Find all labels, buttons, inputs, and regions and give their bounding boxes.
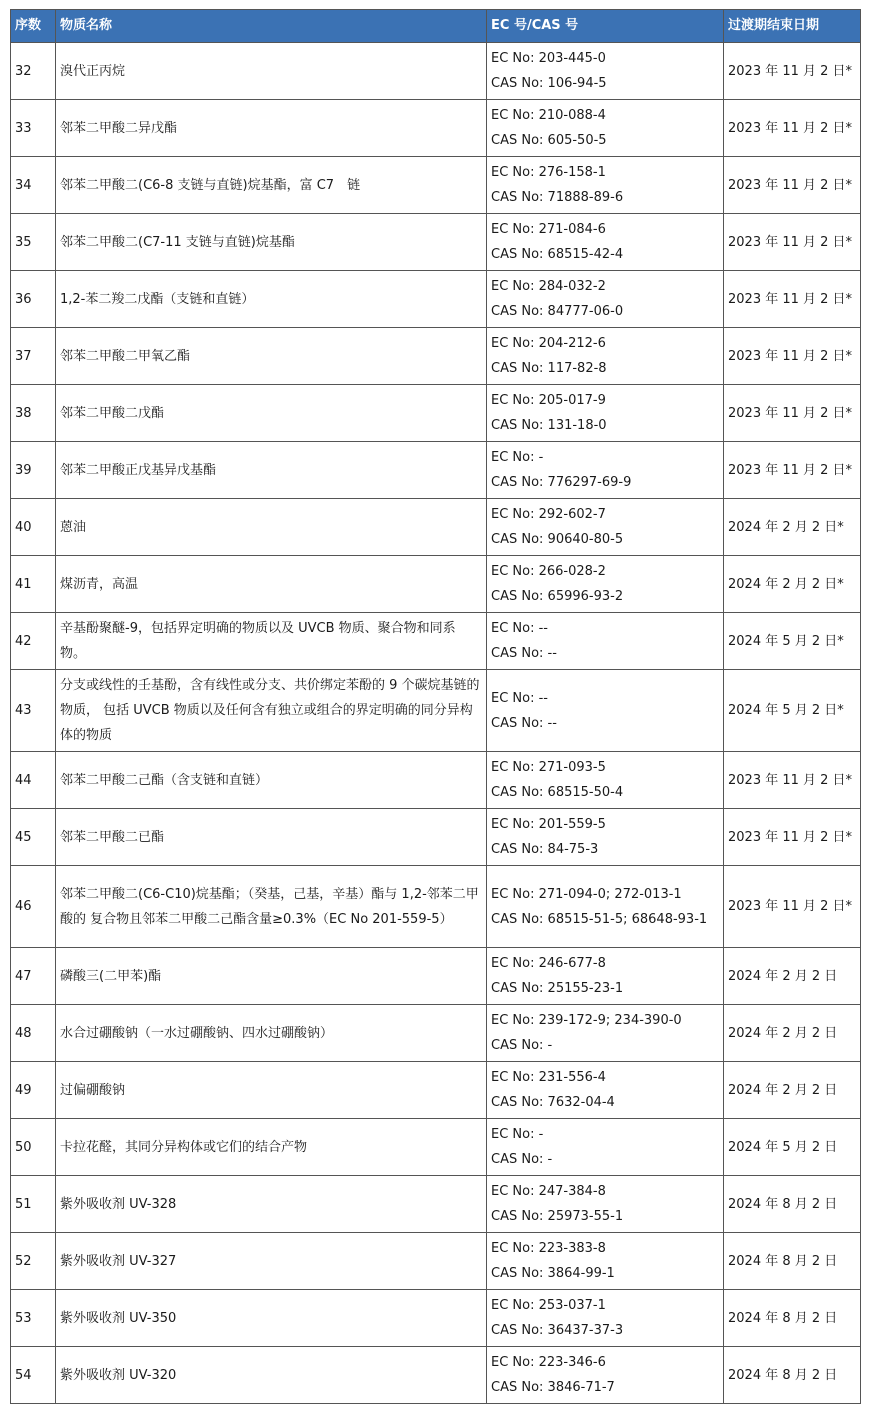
cas-number: CAS No: 84777-06-0: [491, 304, 624, 319]
cas-number: CAS No: --: [491, 715, 557, 731]
table-row: [11, 866, 861, 948]
ec-cas-cell: [487, 157, 724, 214]
table-row: [11, 1233, 861, 1290]
substance-name: 邻苯二甲酸二异戊酯: [56, 100, 487, 157]
row-number: 49: [11, 1062, 56, 1119]
header-name: 物质名称: [56, 10, 487, 43]
row-number: 51: [11, 1176, 56, 1233]
transition-end-date: 2023 年 11 月 2 日*: [724, 43, 861, 100]
transition-end-date: 2024 年 2 月 2 日: [724, 948, 861, 1005]
transition-end-date: 2024 年 8 月 2 日: [724, 1233, 861, 1290]
table-row: [11, 43, 861, 100]
row-number: 40: [11, 499, 56, 556]
substance-name: 邻苯二甲酸二甲氧乙酯: [56, 328, 487, 385]
ec-cas-cell: [487, 442, 724, 499]
ec-number: EC No: 292-602-7: [491, 507, 606, 522]
ec-cas-cell: [487, 1347, 724, 1404]
cas-number: CAS No: 131-18-0: [491, 418, 607, 433]
table-row: [11, 613, 861, 670]
row-number: 45: [11, 809, 56, 866]
table-header: [11, 10, 861, 43]
ec-number: EC No: 239-172-9; 234-390-0: [491, 1013, 682, 1028]
transition-end-date: 2023 年 11 月 2 日*: [724, 809, 861, 866]
transition-end-date: 2023 年 11 月 2 日*: [724, 271, 861, 328]
ec-number: EC No: 271-094-0; 272-013-1: [491, 886, 682, 902]
cas-number: CAS No: 68515-50-4: [491, 785, 624, 800]
ec-cas-cell: [487, 1233, 724, 1290]
ec-number: EC No: 210-088-4: [491, 108, 606, 123]
cas-number: CAS No: 84-75-3: [491, 842, 599, 857]
substance-name: 邻苯二甲酸二已酯: [56, 809, 487, 866]
header-ec-cas: EC 号/CAS 号: [487, 10, 724, 43]
ec-number: EC No: 266-028-2: [491, 564, 606, 579]
table-row: [11, 1062, 861, 1119]
cas-number: CAS No: 106-94-5: [491, 76, 607, 91]
cas-number: CAS No: 65996-93-2: [491, 589, 624, 604]
table-row: [11, 385, 861, 442]
ec-cas-cell: [487, 328, 724, 385]
ec-number: EC No: 223-383-8: [491, 1241, 606, 1256]
ec-number: EC No: 223-346-6: [491, 1355, 606, 1370]
ec-number: EC No: 284-032-2: [491, 279, 606, 294]
substance-name: 分支或线性的壬基酚，含有线性或分支、共价绑定苯酚的 9 个碳烷基链的物质， 包括 UVCB 物质以及任何含有独立或组合的界定明确的同分异构体的物质: [56, 670, 487, 752]
substance-name: 水合过硼酸钠（一水过硼酸钠、四水过硼酸钠）: [56, 1005, 487, 1062]
row-number: 54: [11, 1347, 56, 1404]
ec-cas-cell: [487, 556, 724, 613]
substance-name: 紫外吸收剂 UV-350: [56, 1290, 487, 1347]
row-number: 46: [11, 866, 56, 948]
transition-end-date: 2024 年 5 月 2 日*: [724, 670, 861, 752]
ec-number: EC No: 247-384-8: [491, 1184, 606, 1199]
row-number: 38: [11, 385, 56, 442]
transition-end-date: 2024 年 2 月 2 日*: [724, 556, 861, 613]
row-number: 39: [11, 442, 56, 499]
table-row: [11, 809, 861, 866]
cas-number: CAS No: 90640-80-5: [491, 532, 624, 547]
substance-table: [10, 9, 861, 1404]
ec-number: EC No: --: [491, 621, 548, 636]
row-number: 44: [11, 752, 56, 809]
ec-cas-cell: [487, 214, 724, 271]
row-number: 42: [11, 613, 56, 670]
row-number: 47: [11, 948, 56, 1005]
table-body: [11, 43, 861, 1404]
table-row: [11, 556, 861, 613]
ec-cas-cell: [487, 1176, 724, 1233]
table-row: [11, 1347, 861, 1404]
ec-number: EC No: 276-158-1: [491, 165, 606, 180]
row-number: 34: [11, 157, 56, 214]
ec-cas-cell: [487, 948, 724, 1005]
ec-cas-cell: [487, 499, 724, 556]
ec-cas-cell: [487, 1005, 724, 1062]
substance-name: 紫外吸收剂 UV-320: [56, 1347, 487, 1404]
ec-number: EC No: 231-556-4: [491, 1070, 606, 1085]
table-row: [11, 752, 861, 809]
cas-number: CAS No: 3846-71-7: [491, 1380, 615, 1395]
substance-name: 邻苯二甲酸二戊酯: [56, 385, 487, 442]
cas-number: CAS No: 36437-37-3: [491, 1323, 624, 1338]
row-number: 36: [11, 271, 56, 328]
ec-number: EC No: 271-084-6: [491, 222, 606, 237]
ec-cas-cell: [487, 100, 724, 157]
cas-number: CAS No: -: [491, 1152, 553, 1167]
cas-number: CAS No: 605-50-5: [491, 133, 607, 148]
ec-number: EC No: 201-559-5: [491, 817, 606, 832]
table-row: [11, 328, 861, 385]
table-row: [11, 100, 861, 157]
table-row: [11, 948, 861, 1005]
table-row: [11, 214, 861, 271]
cas-number: CAS No: 776297-69-9: [491, 475, 632, 490]
row-number: 35: [11, 214, 56, 271]
header-row: [11, 10, 861, 43]
cas-number: CAS No: -: [491, 1038, 553, 1053]
row-number: 41: [11, 556, 56, 613]
transition-end-date: 2024 年 2 月 2 日*: [724, 499, 861, 556]
row-number: 33: [11, 100, 56, 157]
cas-number: CAS No: 7632-04-4: [491, 1095, 615, 1110]
transition-end-date: 2023 年 11 月 2 日*: [724, 100, 861, 157]
substance-name: 磷酸三(二甲苯)酯: [56, 948, 487, 1005]
cas-number: CAS No: 117-82-8: [491, 361, 607, 376]
cas-number: CAS No: 68515-42-4: [491, 247, 624, 262]
substance-name: 蒽油: [56, 499, 487, 556]
substance-name: 紫外吸收剂 UV-328: [56, 1176, 487, 1233]
transition-end-date: 2023 年 11 月 2 日*: [724, 752, 861, 809]
transition-end-date: 2024 年 8 月 2 日: [724, 1176, 861, 1233]
cas-number: CAS No: 25155-23-1: [491, 981, 624, 996]
ec-cas-cell: [487, 866, 724, 948]
substance-name: 邻苯二甲酸正戊基异戊基酯: [56, 442, 487, 499]
ec-cas-cell: [487, 752, 724, 809]
ec-cas-cell: [487, 613, 724, 670]
ec-cas-cell: [487, 670, 724, 752]
substance-name: 过偏硼酸钠: [56, 1062, 487, 1119]
cas-number: CAS No: 3864-99-1: [491, 1266, 615, 1281]
table-row: [11, 1290, 861, 1347]
row-number: 53: [11, 1290, 56, 1347]
cas-number: CAS No: 25973-55-1: [491, 1209, 624, 1224]
transition-end-date: 2023 年 11 月 2 日*: [724, 442, 861, 499]
substance-name: 1,2-苯二羧二戊酯（支链和直链）: [56, 271, 487, 328]
cas-number: CAS No: 71888-89-6: [491, 190, 624, 205]
ec-number: EC No: -: [491, 1127, 544, 1142]
header-end-date: 过渡期结束日期: [724, 10, 861, 43]
transition-end-date: 2024 年 5 月 2 日: [724, 1119, 861, 1176]
table-row: [11, 1005, 861, 1062]
transition-end-date: 2023 年 11 月 2 日*: [724, 328, 861, 385]
transition-end-date: 2024 年 2 月 2 日: [724, 1062, 861, 1119]
substance-table-container: [10, 9, 860, 1404]
ec-cas-cell: [487, 809, 724, 866]
substance-name: 溴代正丙烷: [56, 43, 487, 100]
cas-number: CAS No: --: [491, 646, 557, 661]
table-row: [11, 670, 861, 752]
table-row: [11, 271, 861, 328]
transition-end-date: 2023 年 11 月 2 日*: [724, 214, 861, 271]
ec-number: EC No: 203-445-0: [491, 51, 606, 66]
row-number: 50: [11, 1119, 56, 1176]
ec-number: EC No: -: [491, 450, 544, 465]
transition-end-date: 2023 年 11 月 2 日*: [724, 866, 861, 948]
ec-cas-cell: [487, 1062, 724, 1119]
header-no: 序数: [11, 10, 56, 43]
row-number: 32: [11, 43, 56, 100]
row-number: 52: [11, 1233, 56, 1290]
row-number: 48: [11, 1005, 56, 1062]
ec-number: EC No: 205-017-9: [491, 393, 606, 408]
transition-end-date: 2023 年 11 月 2 日*: [724, 157, 861, 214]
cas-number: CAS No: 68515-51-5; 68648-93-1: [491, 911, 708, 927]
ec-cas-cell: [487, 1290, 724, 1347]
ec-number: EC No: 204-212-6: [491, 336, 606, 351]
table-row: [11, 1176, 861, 1233]
substance-name: 紫外吸收剂 UV-327: [56, 1233, 487, 1290]
transition-end-date: 2024 年 8 月 2 日: [724, 1290, 861, 1347]
transition-end-date: 2024 年 2 月 2 日: [724, 1005, 861, 1062]
transition-end-date: 2024 年 8 月 2 日: [724, 1347, 861, 1404]
transition-end-date: 2024 年 5 月 2 日*: [724, 613, 861, 670]
ec-cas-cell: [487, 1119, 724, 1176]
table-row: [11, 499, 861, 556]
ec-number: EC No: 271-093-5: [491, 760, 606, 775]
ec-number: EC No: 253-037-1: [491, 1298, 606, 1313]
substance-name: 邻苯二甲酸二(C7-11 支链与直链)烷基酯: [56, 214, 487, 271]
ec-number: EC No: --: [491, 690, 548, 706]
table-row: [11, 157, 861, 214]
ec-cas-cell: [487, 385, 724, 442]
substance-name: 邻苯二甲酸二己酯（含支链和直链）: [56, 752, 487, 809]
ec-number: EC No: 246-677-8: [491, 956, 606, 971]
row-number: 43: [11, 670, 56, 752]
table-row: [11, 442, 861, 499]
ec-cas-cell: [487, 271, 724, 328]
substance-name: 煤沥青，高温: [56, 556, 487, 613]
substance-name: 辛基酚聚醚-9，包括界定明确的物质以及 UVCB 物质、聚合物和同系物。: [56, 613, 487, 670]
substance-name: 邻苯二甲酸二(C6-8 支链与直链)烷基酯，富 C7 链: [56, 157, 487, 214]
transition-end-date: 2023 年 11 月 2 日*: [724, 385, 861, 442]
substance-name: 卡拉花醛，其同分异构体或它们的结合产物: [56, 1119, 487, 1176]
row-number: 37: [11, 328, 56, 385]
ec-cas-cell: [487, 43, 724, 100]
table-row: [11, 1119, 861, 1176]
substance-name: 邻苯二甲酸二(C6-C10)烷基酯；（癸基，己基，辛基）酯与 1,2-邻苯二甲酸的 复合物且邻苯二甲酸二己酯含量≥0.3%（EC No 201-559-5）: [56, 866, 487, 948]
